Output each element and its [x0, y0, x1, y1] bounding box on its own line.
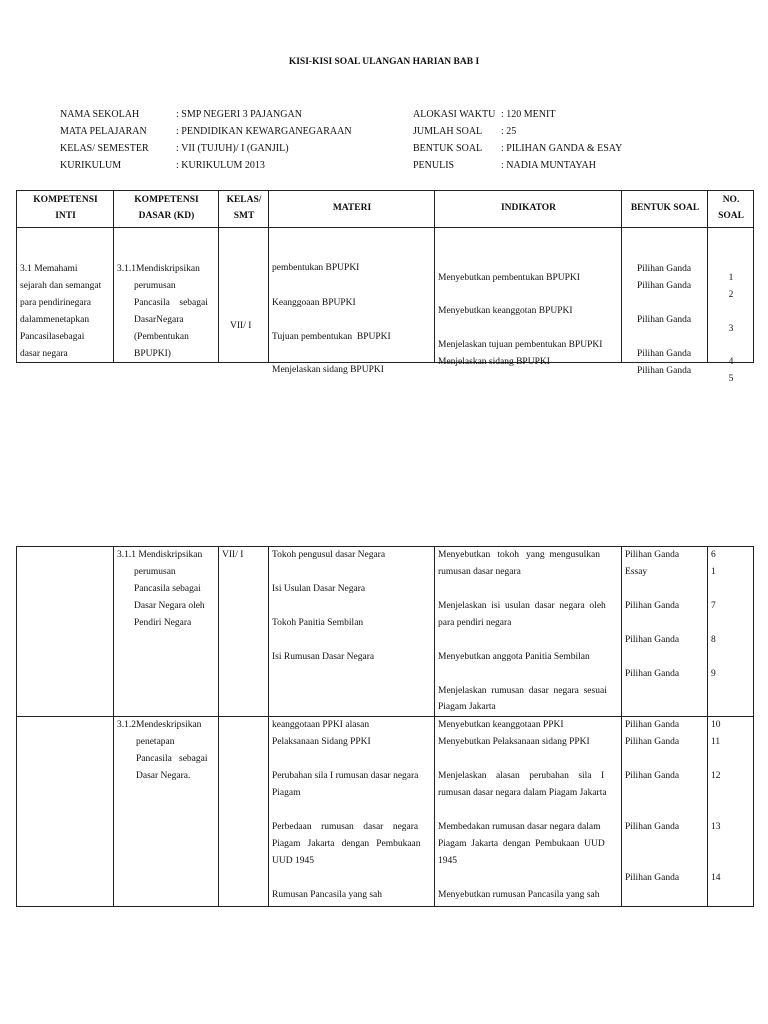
- cell-bentuk-soal: Pilihan Ganda Pilihan Ganda Pilihan Ganda Pilihan Ganda Pilihan Ganda: [622, 228, 708, 363]
- cell-no-soal: 10 11 12 13 14: [708, 717, 754, 907]
- info-value-form: : PILIHAN GANDA & ESAY: [501, 143, 623, 154]
- info-label-class: KELAS/ SEMESTER: [60, 143, 149, 154]
- table-row: [17, 717, 754, 907]
- header-bentuk-soal: BENTUK SOAL: [622, 191, 708, 228]
- grid-table-1: [16, 190, 754, 384]
- cell-no-soal: 1 2 3 4 5: [708, 228, 754, 363]
- info-label-count: JUMLAH SOAL: [413, 126, 483, 137]
- cell-no-soal: 6 1 7 8 9: [708, 547, 754, 717]
- cell-kd: 3.1.1 Mendiskripsikan perumusan Pancasila sebagai Dasar Negara oleh Pendiri Negara: [114, 547, 219, 717]
- cell-ki: 3.1 Memahami sejarah dan semangat para pendirinegara dalammenetapkan Pancasilasebagai dasar negara: [17, 228, 114, 363]
- header-indikator: INDIKATOR: [435, 191, 622, 228]
- info-value-author: : NADIA MUNTAYAH: [501, 160, 596, 171]
- info-label-curriculum: KURIKULUM: [60, 160, 122, 171]
- cell-bentuk-soal: Pilihan Ganda Pilihan Ganda Pilihan Ganda Pilihan Ganda Pilihan Ganda: [622, 717, 708, 907]
- info-value-count: : 25: [501, 126, 517, 137]
- cell-materi: Tokoh pengusul dasar Negara Isi Usulan Dasar Negara Tokoh Panitia Sembilan Isi Rumusan Dasar Negara: [269, 547, 435, 717]
- info-label-form: BENTUK SOAL: [413, 143, 483, 154]
- grid-table-2: [16, 546, 754, 907]
- info-value-time: : 120 MENIT: [501, 109, 556, 120]
- info-label-subject: MATA PELAJARAN: [60, 126, 147, 137]
- cell-kelas: VII/ I: [219, 547, 269, 717]
- cell-bentuk-soal: Pilihan Ganda Essay Pilihan Ganda Pilihan Ganda Pilihan Ganda: [622, 547, 708, 717]
- cell-indikator: Menyebutkan tokoh yang mengusulkan rumusan dasar negara Menjelaskan isi usulan dasar negara oleh para pendiri negara Menyebutkan anggota Panitia Sembilan Menjelaskan rumusan dasar negara sesuai Piagam Jakarta: [435, 547, 622, 717]
- cell-ki: [17, 547, 114, 717]
- info-value-school: : SMP NEGERI 3 PAJANGAN: [176, 109, 302, 120]
- table-row: [17, 228, 754, 363]
- header-materi: MATERI: [269, 191, 435, 228]
- info-label-school: NAMA SEKOLAH: [60, 109, 140, 120]
- cell-materi: keanggotaan PPKI alasan Pelaksanaan Sidang PPKI Perubahan sila I rumusan dasar negara Piagam Perbedaan rumusan dasar negara Piagam Jakarta dengan Pembukaan UUD 1945 Rumusan Pancasila yang sah: [269, 717, 435, 907]
- table-header-row: [17, 191, 754, 228]
- info-value-curriculum: : KURIKULUM 2013: [176, 160, 265, 171]
- cell-indikator: Menyebutkan pembentukan BPUPKI Menyebutkan keanggotan BPUPKI Menjelaskan tujuan pembentukan BPUPKI Menjelaskan sidang BPUPKI: [435, 228, 622, 363]
- table-row: [17, 547, 754, 717]
- header-kelas: KELAS/ SMT: [219, 191, 269, 228]
- info-label-time: ALOKASI WAKTU: [413, 109, 496, 120]
- header-kd: KOMPETENSI DASAR (KD): [114, 191, 219, 228]
- header-no-soal: NO. SOAL: [708, 191, 754, 228]
- document-title: KISI-KISI SOAL ULANGAN HARIAN BAB I: [288, 57, 480, 67]
- info-value-class: : VII (TUJUH)/ I (GANJIL): [176, 143, 289, 154]
- header-ki: KOMPETENSI INTI: [17, 191, 114, 228]
- cell-kelas: [219, 717, 269, 907]
- cell-kelas: VII/ I: [219, 228, 269, 363]
- cell-indikator: Menyebutkan keanggotaan PPKI Menyebutkan Pelaksanaan sidang PPKI Menjelaskan alasan perubahan sila I rumusan dasar negara dalam Piagam Jakarta Membedakan rumusan dasar negara dalam Piagam Jakarta dengan Pembukaan UUD 1945 Menyebutkan rumusan Pancasila yang sah: [435, 717, 622, 907]
- cell-materi: pembentukan BPUPKI Keanggoaan BPUPKI Tujuan pembentukan BPUPKI Menjelaskan sidang BPUPKI: [269, 228, 435, 363]
- cell-kd: 3.1.1Mendiskripsikan perumusan Pancasila sebagai DasarNegara (Pembentukan BPUPKI): [114, 228, 219, 363]
- cell-kd: 3.1.2Mendeskripsikan penetapan Pancasila sebagai Dasar Negara.: [114, 717, 219, 907]
- cell-ki: [17, 717, 114, 907]
- info-label-author: PENULIS: [413, 160, 455, 171]
- info-value-subject: : PENDIDIKAN KEWARGANEGARAAN: [176, 126, 352, 137]
